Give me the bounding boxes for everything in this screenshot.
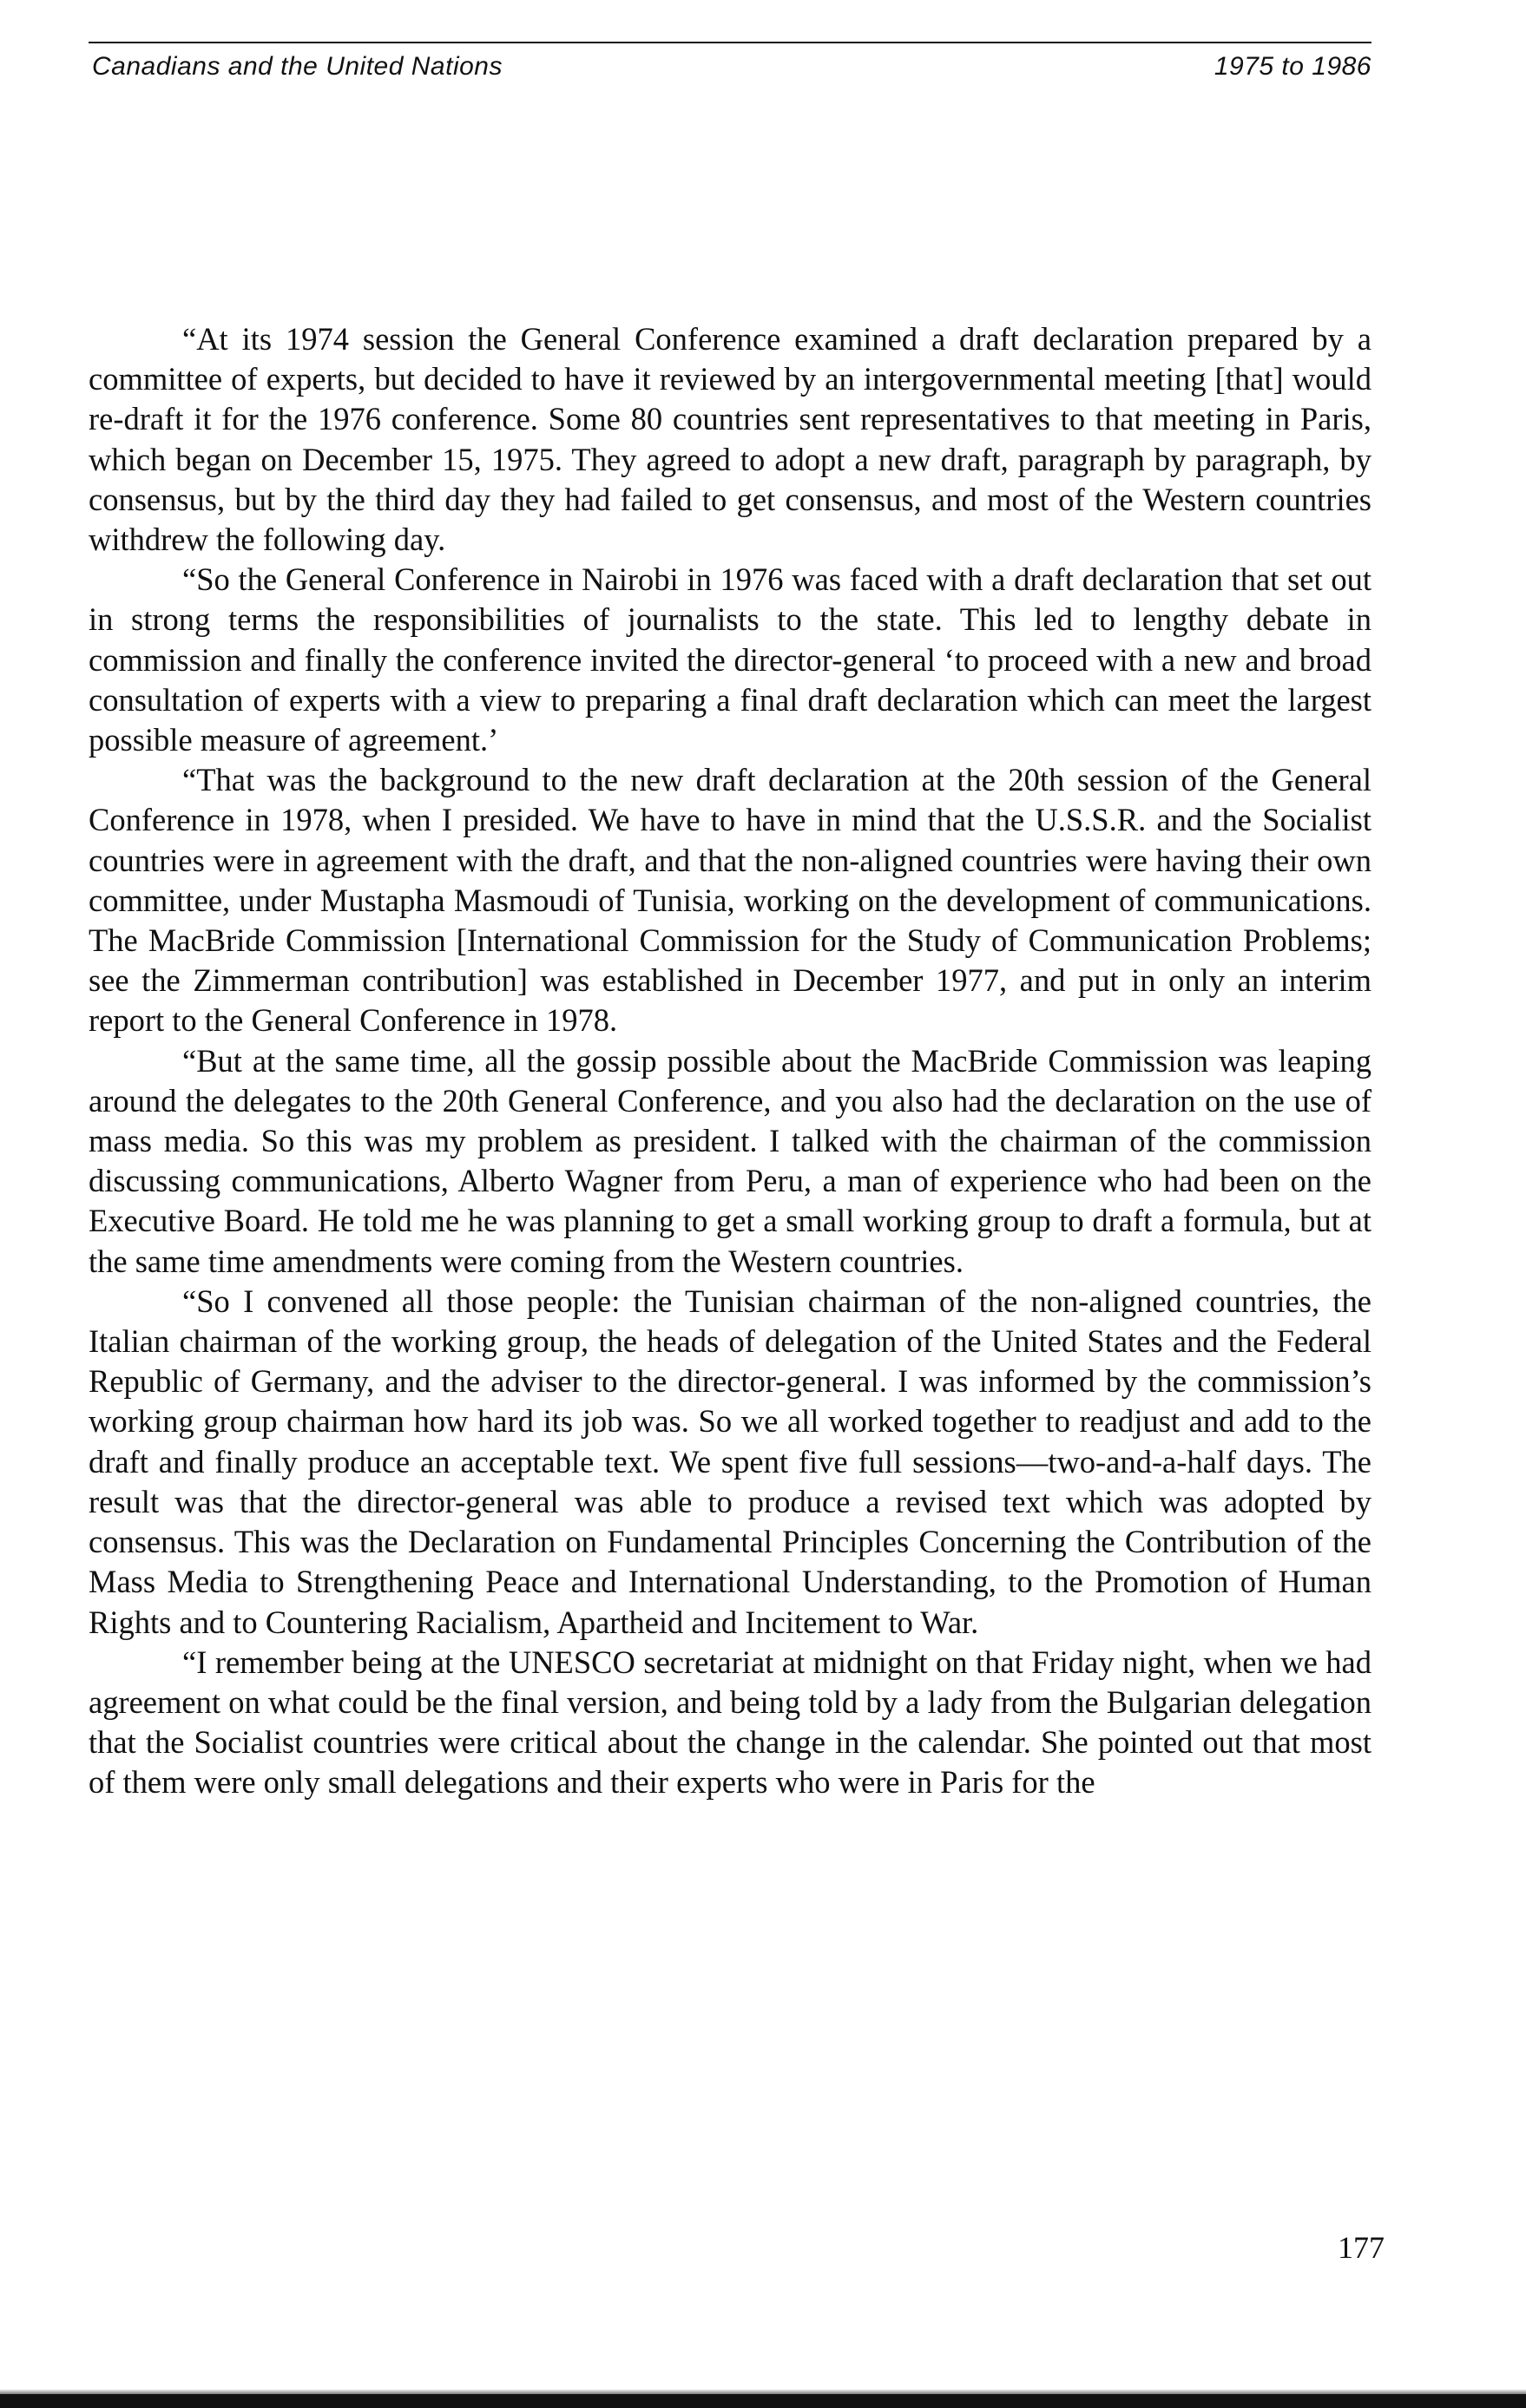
paragraph: “At its 1974 session the General Conference examined a draft declaration prepared by a committee of experts, but decided to have it reviewed by an intergovernmental meeting [that] would re-draft it for the 1976 conference. Some 80 countries sent representatives to that meeting in Paris, which began on December 15, 1975. They agreed to adopt a new draft, paragraph by paragraph, by consensus, but by the third day they had failed to get consensus, and most of the Western countries withdrew the following day.: [89, 321, 1371, 558]
paragraph: “So I convened all those people: the Tunisian chairman of the non-aligned countries, the Italian chairman of the working group, the heads of delegation of the United States and the Federal Republic of Germany, and the adviser to the director-general. I was informed by the commission’s working group chairman how hard its job was. So we all worked together to readjust and add to the draft and finally produce an acceptable text. We spent five full sessions—two-and-a-half days. The result was that the director-general was able to produce a revised text which was adopted by consensus. This was the Declaration on Fundamental Principles Concerning the Contribution of the Mass Media to Strengthening Peace and International Understanding, to the Promotion of Human Rights and to Countering Racialism, Apartheid and Incitement to War.: [89, 1283, 1371, 1640]
running-header: [89, 42, 1371, 90]
paragraph: “That was the background to the new draft declaration at the 20th session of the General Conference in 1978, when I presided. We have to have in mind that the U.S.S.R. and the Socialist countries were in agreement with the draft, and that the non-aligned countries were having their own committee, under Mustapha Masmoudi of Tunisia, working on the development of communications. The MacBride Commission [International Commission for the Study of Communication Problems; see the Zimmerman contribution] was established in December 1977, and put in only an interim report to the General Conference in 1978.: [89, 762, 1371, 1039]
header-rule: [89, 42, 1371, 43]
running-title: Canadians and the United Nations: [92, 52, 503, 81]
scan-edge: [0, 2394, 1526, 2408]
paragraph: “So the General Conference in Nairobi in 1976 was faced with a draft declaration that set out in strong terms the responsibilities of journalists to the state. This led to lengthy debate in commission and finally the conference invited the director-general ‘to proceed with a new and broad consultation of experts with a view to preparing a final draft declaration which can meet the largest possible measure of agreement.’: [89, 561, 1371, 758]
header-years: 1975 to 1986: [1214, 52, 1371, 81]
paragraph: “I remember being at the UNESCO secretariat at midnight on that Friday night, when we had agreement on what could be the final version, and being told by a lady from the Bulgarian delegation that the Socialist countries were critical about the change in the calendar. She pointed out that most of them were only small delegations and their experts who were in Paris for the: [89, 1644, 1371, 1801]
paragraph: “But at the same time, all the gossip possible about the MacBride Commission was leaping around the delegates to the 20th General Conference, and you also had the declaration on the use of mass media. So this was my problem as president. I talked with the chairman of the commission discussing communications, Alberto Wagner from Peru, a man of experience who had been on the Executive Board. He told me he was planning to get a small working group to draft a formula, but at the same time amendments were coming from the Western countries.: [89, 1042, 1371, 1279]
body-text: [89, 319, 1371, 1803]
page-number: 177: [1338, 2230, 1385, 2265]
